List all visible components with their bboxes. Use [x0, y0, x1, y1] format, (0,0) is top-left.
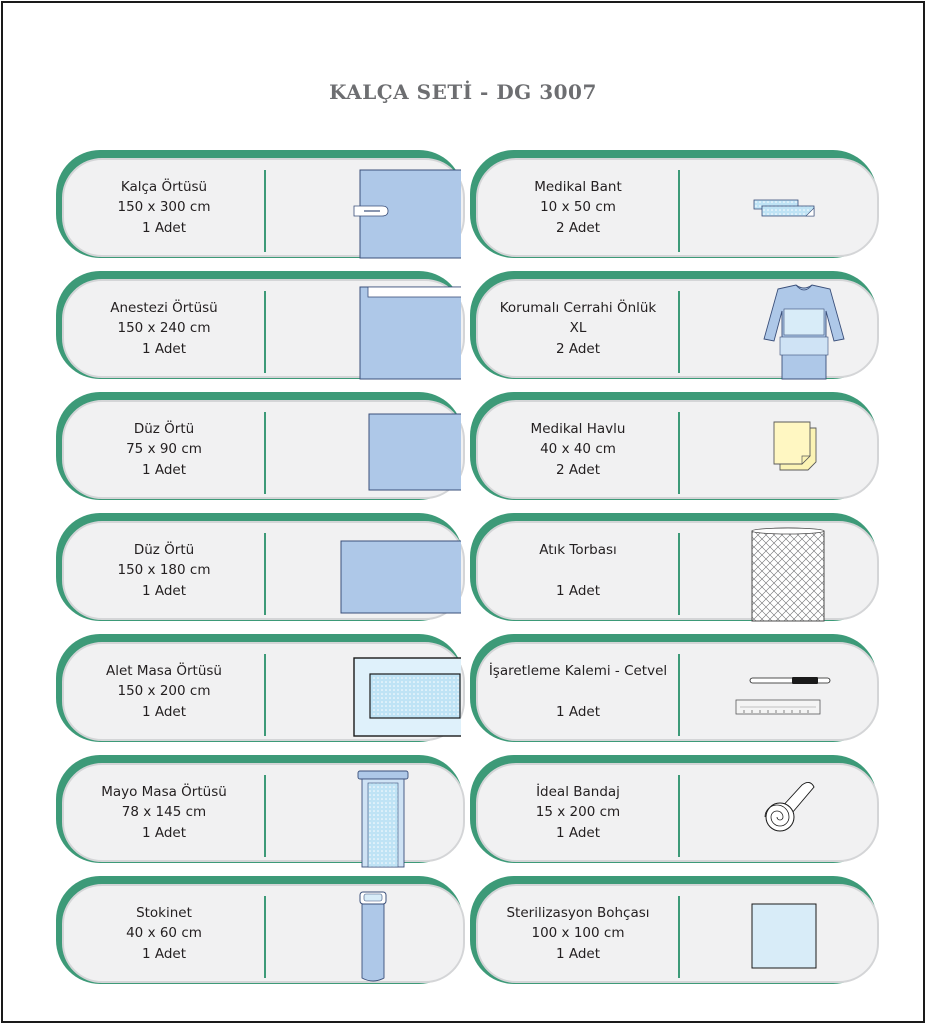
medical-tape-icon: [690, 160, 875, 255]
product-size: 75 x 90 cm: [126, 441, 202, 458]
product-size: 78 x 145 cm: [121, 804, 207, 821]
medical-towel-icon: [690, 402, 875, 497]
sterilization-wrap-icon: [690, 886, 875, 981]
hip-drape-icon: [276, 160, 461, 255]
product-card: [56, 634, 463, 742]
product-name: Kalça Örtüsü: [120, 178, 208, 195]
product-card-body: [476, 158, 879, 257]
product-quantity: 1 Adet: [141, 582, 187, 599]
product-card: [470, 271, 877, 379]
product-quantity: 1 Adet: [555, 945, 601, 962]
product-card-body: [62, 521, 465, 620]
product-quantity: 1 Adet: [141, 703, 187, 720]
card-divider: [264, 896, 266, 978]
product-description: [74, 402, 254, 497]
card-divider: [264, 412, 266, 494]
card-divider: [678, 291, 680, 373]
product-card-body: [62, 400, 465, 499]
surgical-gown-icon: [690, 281, 875, 376]
product-quantity: 1 Adet: [141, 219, 187, 236]
product-card-body: [62, 642, 465, 741]
waste-bag-icon: [690, 523, 875, 618]
product-card-body: [476, 763, 879, 862]
product-description: [488, 523, 668, 618]
product-quantity: 1 Adet: [141, 824, 187, 841]
page-title: KALÇA SETİ - DG 3007: [329, 80, 597, 104]
card-divider: [678, 775, 680, 857]
product-quantity: 2 Adet: [555, 219, 601, 236]
product-size: XL: [569, 320, 587, 337]
product-quantity: 1 Adet: [141, 945, 187, 962]
product-card: [56, 755, 463, 863]
product-name: Stokinet: [136, 904, 192, 921]
product-quantity: 1 Adet: [141, 340, 187, 357]
instrument-table-cover-icon: [276, 644, 461, 739]
stockinette-icon: [276, 886, 461, 981]
product-size: 100 x 100 cm: [531, 925, 625, 942]
product-card-body: [62, 884, 465, 983]
product-size: 40 x 60 cm: [126, 925, 202, 942]
product-card: [470, 876, 877, 984]
product-description: [74, 160, 254, 255]
card-divider: [678, 170, 680, 252]
card-divider: [678, 654, 680, 736]
product-quantity: 1 Adet: [555, 703, 601, 720]
product-name: Medikal Bant: [534, 178, 622, 195]
product-description: [488, 281, 668, 376]
card-divider: [678, 533, 680, 615]
flat-drape-large-icon: [276, 523, 461, 618]
product-card: [470, 755, 877, 863]
product-description: [488, 644, 668, 739]
product-card: [470, 150, 877, 258]
card-divider: [264, 654, 266, 736]
product-card-body: [476, 884, 879, 983]
product-card: [56, 150, 463, 258]
product-quantity: 1 Adet: [555, 582, 601, 599]
product-name: Düz Örtü: [133, 420, 195, 437]
product-name: Alet Masa Örtüsü: [105, 662, 222, 679]
product-size: 150 x 300 cm: [117, 199, 211, 216]
product-name: Mayo Masa Örtüsü: [101, 783, 227, 800]
marker-ruler-icon: [690, 644, 875, 739]
bandage-roll-icon: [690, 765, 875, 860]
anesthesia-drape-icon: [276, 281, 461, 376]
mayo-stand-cover-icon: [276, 765, 461, 860]
product-quantity: 2 Adet: [555, 340, 601, 357]
card-divider: [264, 775, 266, 857]
product-description: [74, 886, 254, 981]
product-name: Anestezi Örtüsü: [110, 299, 218, 316]
product-description: [488, 886, 668, 981]
product-card-body: [476, 642, 879, 741]
product-card: [56, 271, 463, 379]
product-size: 10 x 50 cm: [540, 199, 616, 216]
card-divider: [264, 170, 266, 252]
product-card: [470, 392, 877, 500]
product-size: 150 x 240 cm: [117, 320, 211, 337]
product-quantity: 1 Adet: [141, 461, 187, 478]
product-card: [470, 634, 877, 742]
product-name: Düz Örtü: [133, 541, 195, 558]
product-card-body: [476, 400, 879, 499]
product-description: [74, 281, 254, 376]
product-description: [488, 765, 668, 860]
product-description: [74, 523, 254, 618]
product-card-body: [476, 521, 879, 620]
product-description: [74, 644, 254, 739]
product-card-body: [62, 158, 465, 257]
product-card: [56, 876, 463, 984]
product-description: [74, 765, 254, 860]
card-divider: [264, 533, 266, 615]
product-name: Medikal Havlu: [530, 420, 626, 437]
card-divider: [264, 291, 266, 373]
flat-drape-small-icon: [276, 402, 461, 497]
product-name: İşaretleme Kalemi - Cetvel: [488, 662, 668, 679]
product-card-body: [476, 279, 879, 378]
product-name: Korumalı Cerrahi Önlük: [499, 299, 657, 316]
product-size: 40 x 40 cm: [540, 441, 616, 458]
product-card-body: [62, 763, 465, 862]
product-description: [488, 402, 668, 497]
product-card: [470, 513, 877, 621]
product-name: Atık Torbası: [539, 541, 617, 558]
product-size: 15 x 200 cm: [535, 804, 621, 821]
product-size: 150 x 200 cm: [117, 683, 211, 700]
product-name: Sterilizasyon Bohçası: [506, 904, 650, 921]
product-card: [56, 392, 463, 500]
product-name: İdeal Bandaj: [536, 783, 620, 800]
card-divider: [678, 896, 680, 978]
product-size: 150 x 180 cm: [117, 562, 211, 579]
product-quantity: 2 Adet: [555, 461, 601, 478]
card-divider: [678, 412, 680, 494]
product-quantity: 1 Adet: [555, 824, 601, 841]
product-card-body: [62, 279, 465, 378]
product-card: [56, 513, 463, 621]
product-description: [488, 160, 668, 255]
